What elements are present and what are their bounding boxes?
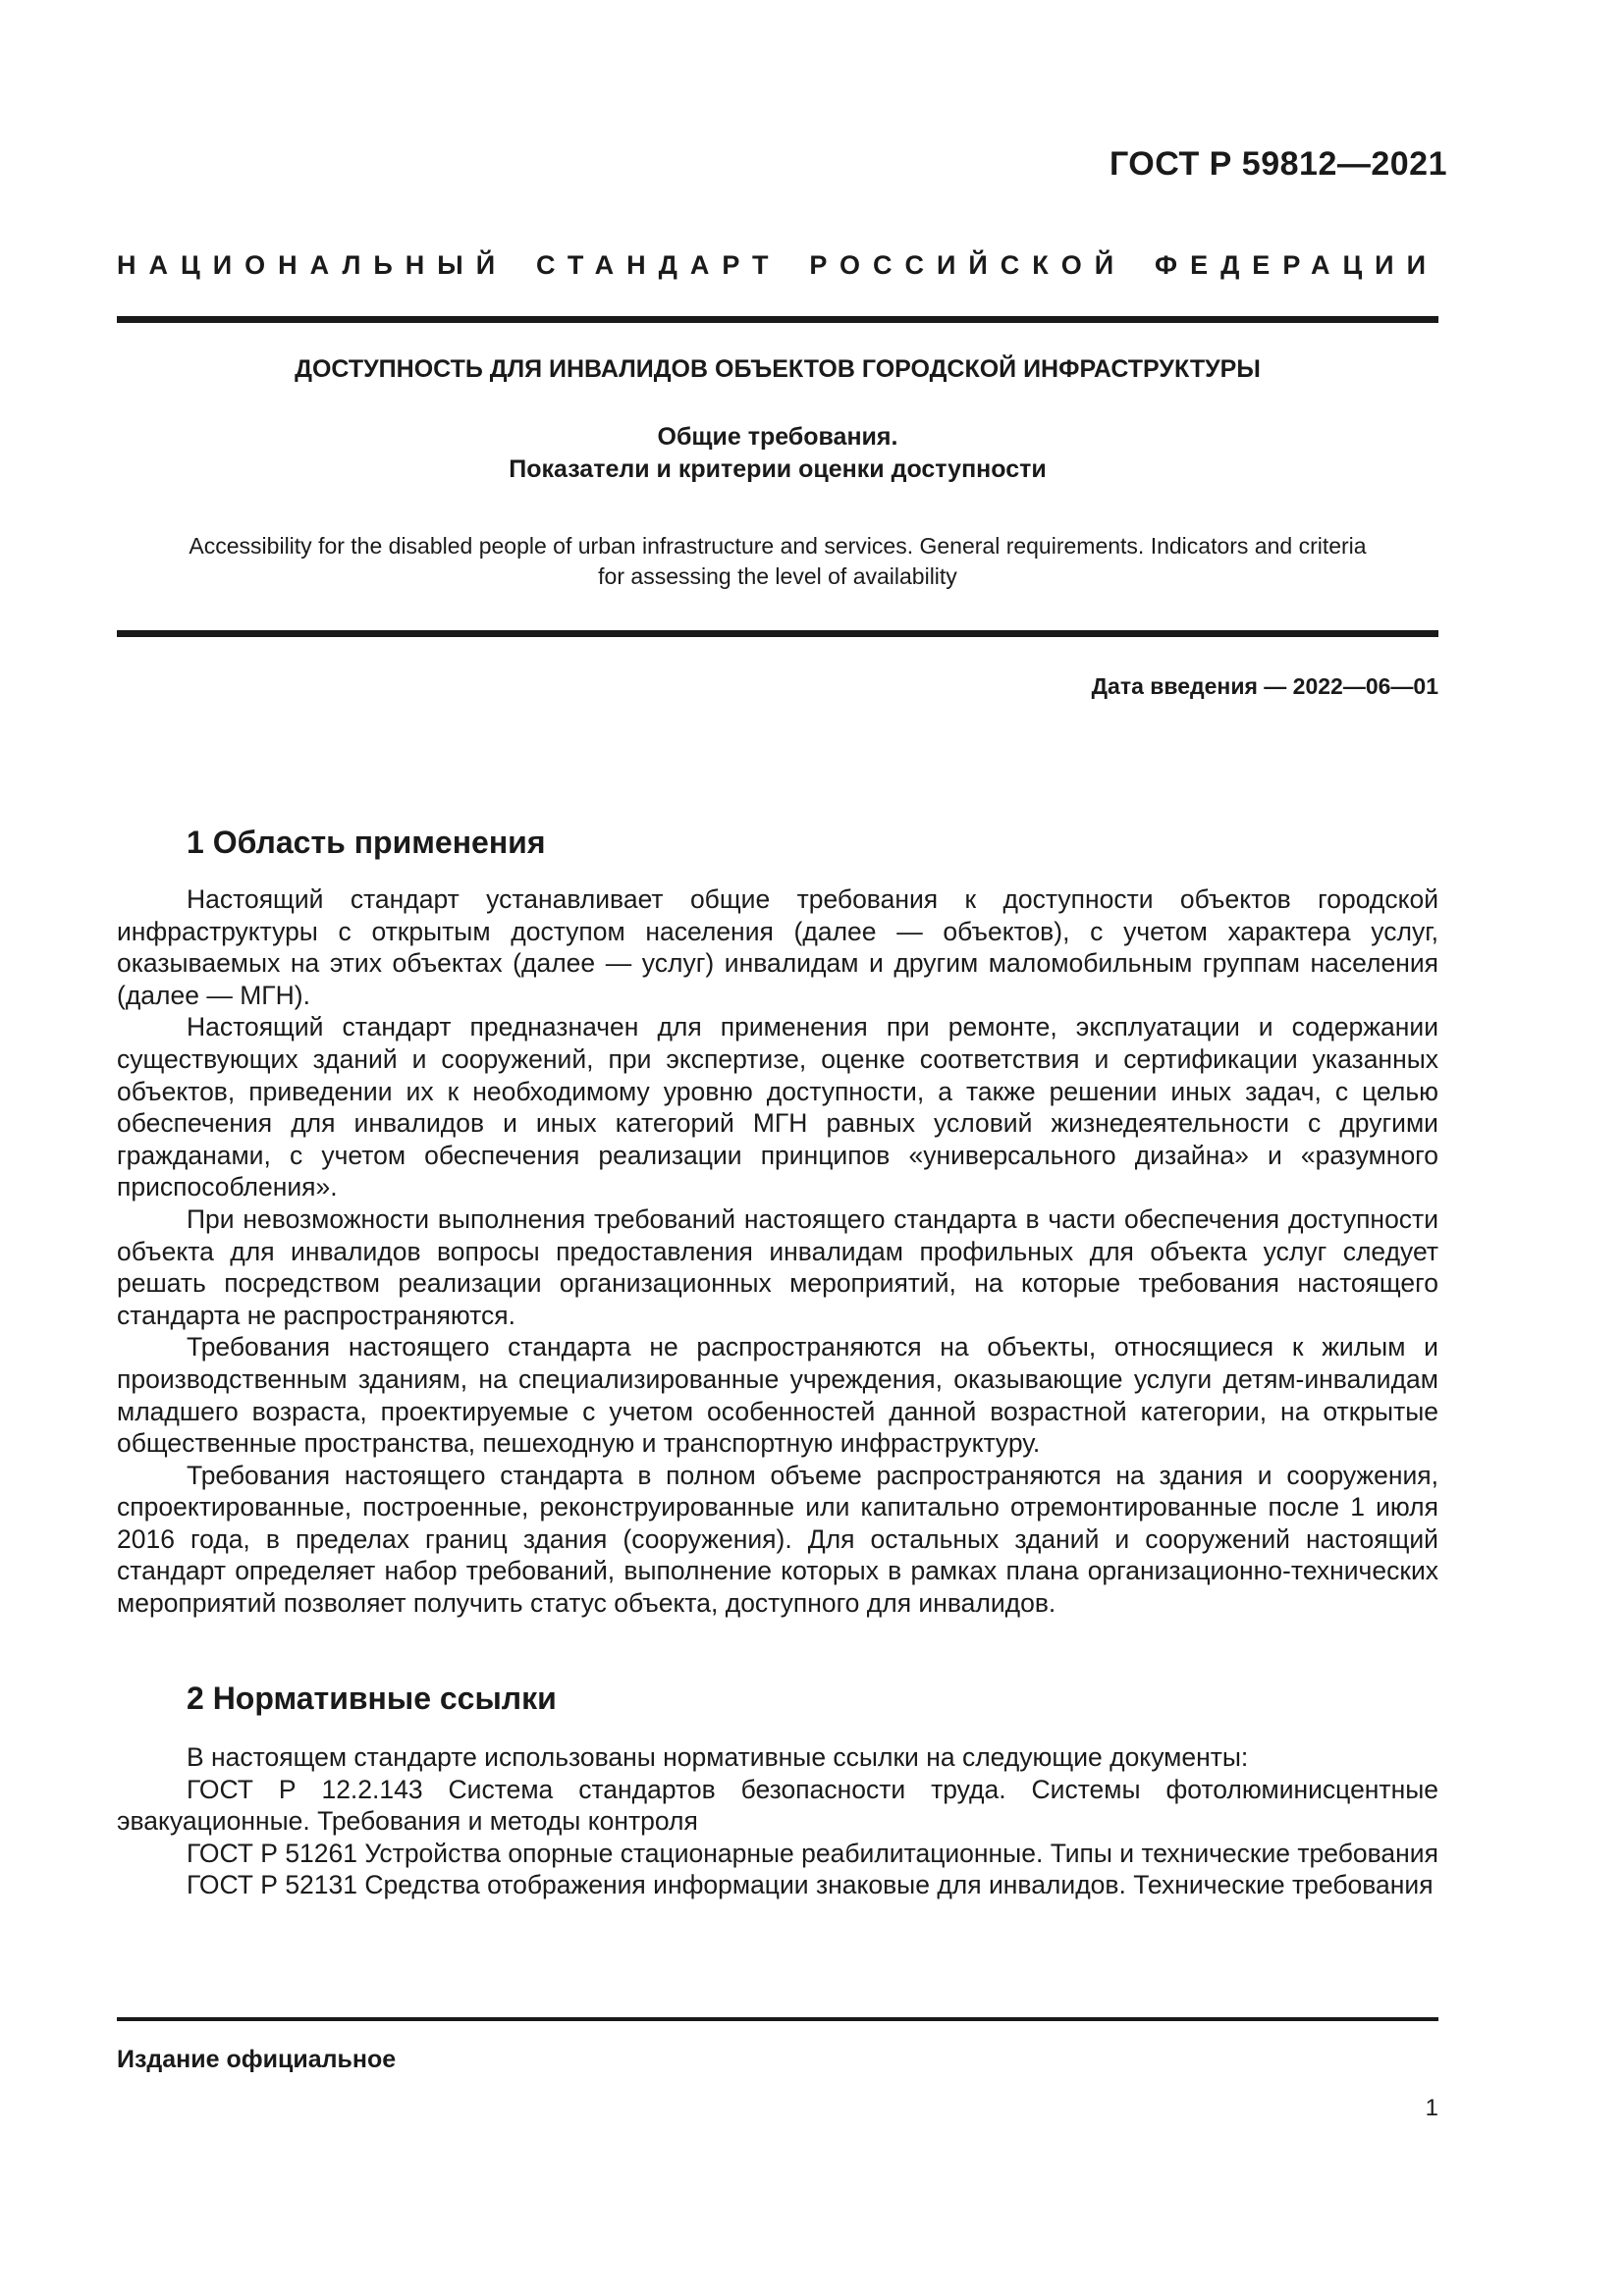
document-title: ДОСТУПНОСТЬ ДЛЯ ИНВАЛИДОВ ОБЪЕКТОВ ГОРОДСКОЙ ИНФРАСТРУКТУРЫ — [295, 355, 1261, 383]
standard-id: ГОСТ Р 59812—2021 — [1109, 145, 1447, 183]
section-1-paragraph: Настоящий стандарт предназначен для применения при ремонте, эксплуатации и содержании существующих зданий и сооружений, при экспертизе, оценке соответствия и сертификации указанных объектов, приведении их к необходимому уровню доступности, а также решении иных задач, с целью обеспечения для инвалидов и иных категорий МГН равных условий жизнедеятельности с другими гражданами, с учетом обеспечения реализации принципов «универсального дизайна» и «разумного приспособления». — [117, 1012, 1438, 1202]
document-subtitle — [117, 421, 1438, 486]
reference-item: ГОСТ Р 12.2.143 Система стандартов безопасности труда. Системы фотолюминисцентные эвакуационные. Требования и методы контроля — [117, 1774, 1438, 1837]
english-title-line-1: Accessibility for the disabled people of urban infrastructure and services. General requirements. Indicators and criteria — [189, 533, 1367, 559]
subtitle-line-1: Общие требования. — [657, 423, 898, 451]
section-1-heading: 1 Область применения — [187, 825, 546, 860]
english-title — [117, 531, 1438, 592]
section-1-body — [117, 883, 1438, 1620]
section-2-paragraph: В настоящем стандарте использованы нормативные ссылки на следующие документы: — [187, 1742, 1249, 1772]
top-divider — [117, 316, 1438, 323]
english-title-line-2: for assessing the level of availability — [598, 563, 957, 589]
middle-divider — [117, 630, 1438, 637]
section-1-paragraph: Требования настоящего стандарта не распространяются на объекты, относящиеся к жилым и производственным зданиям, на специализированные учреждения, оказывающие услуги детям-инвалидам младшего возраста, проектируемые с учетом особенностей данной возрастной категории, на открытые общественные пространства, пешеходную и транспортную инфраструктуру. — [117, 1332, 1438, 1459]
page-number: 1 — [1425, 2095, 1438, 2121]
official-edition-label: Издание официальное — [117, 2046, 397, 2073]
introduction-date: Дата введения — 2022—06—01 — [1091, 673, 1438, 699]
section-2-body — [117, 1741, 1438, 1901]
section-1-paragraph: При невозможности выполнения требований настоящего стандарта в части обеспечения доступности объекта для инвалидов вопросы предоставления инвалидам профильных для объекта услуг следует решать посредством реализации организационных мероприятий, на которые требования настоящего стандарта не распространяются. — [117, 1203, 1438, 1330]
reference-item: ГОСТ Р 51261 Устройства опорные стационарные реабилитационные. Типы и технические требования — [187, 1838, 1438, 1868]
section-1-paragraph: Настоящий стандарт устанавливает общие требования к доступности объектов городской инфраструктуры с открытым доступом населения (далее — объектов), с учетом характера услуг, оказываемых на этих объектах (далее — услуг) инвалидам и другим маломобильным группам населения (далее — МГН). — [117, 884, 1438, 1010]
reference-item: ГОСТ Р 52131 Средства отображения информации знаковые для инвалидов. Технические требования — [187, 1870, 1434, 1900]
footer-divider — [117, 2017, 1438, 2021]
subtitle-line-2: Показатели и критерии оценки доступности — [509, 455, 1047, 483]
national-standard-caption: НАЦИОНАЛЬНЫЙ СТАНДАРТ РОССИЙСКОЙ ФЕДЕРАЦИИ — [117, 250, 1438, 280]
section-2-heading: 2 Нормативные ссылки — [187, 1681, 557, 1716]
section-1-paragraph: Требования настоящего стандарта в полном объеме распространяются на здания и сооружения, спроектированные, построенные, реконструированные или капитально отремонтированные после 1 июля 2016 года, в пределах границ здания (сооружения). Для остальных зданий и сооружений настоящий стандарт определяет набор требований, выполнение которых в рамках плана организационно-технических мероприятий позволяет получить статус объекта, доступного для инвалидов. — [117, 1460, 1438, 1619]
